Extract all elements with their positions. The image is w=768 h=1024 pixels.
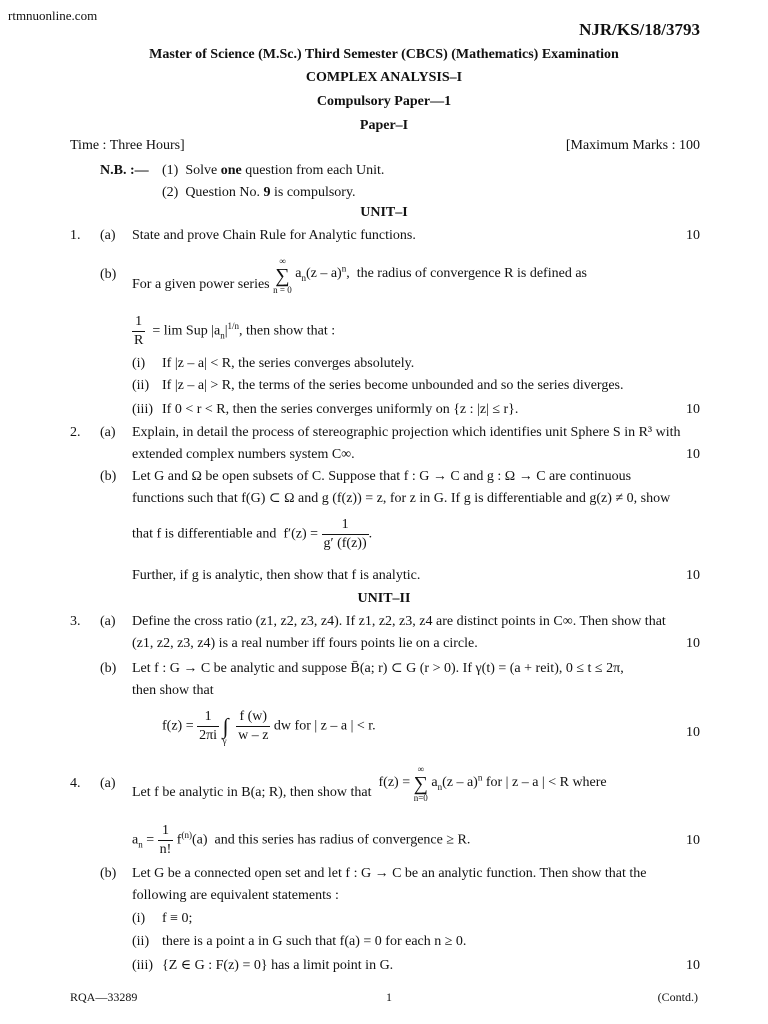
unit-1-heading: UNIT–I [360,205,408,220]
q3a-text-1: Define the cross ratio (z1, z2, z3, z4). If z1, z2, z3, z4 are distinct points in C∞. Then show that [132,614,666,629]
q1b-marks: 10 [686,402,700,417]
sigma-symbol-2: ∞ ∑ n=0 [413,764,428,803]
page-number: 1 [386,990,392,1004]
q1-number: 1. [70,228,81,243]
time-label: Time : Three Hours] [70,138,185,153]
paper-label: Paper–I [359,118,409,133]
integral-symbol: ∫ [222,713,229,739]
derivative-fraction: $\frac{1}{g' (f(z))}$ [323,517,367,551]
paper-code: NJR/KS/18/3793 [579,20,700,39]
q3b-formula-tail: dw for | z – a | < r. [273,718,376,734]
one-over-r-fraction: $\frac{1}{R}$ [134,314,144,348]
sigma-symbol: ∞ ∑ n = 0 [273,256,292,295]
q4a-label: (a) [100,776,116,791]
integrand-fraction: $\frac{f (w)}{w - z}$ [238,709,269,743]
q4b-i-text: f ≡ 0; [162,911,193,926]
q2a-marks: 10 [686,447,700,462]
q3a-marks: 10 [686,636,700,651]
q3a-text-2: (z1, z2, z3, z4) is a real number iff fours points lie on a circle. [132,636,478,651]
q4a-text-2: for | z – a | < R where [485,775,607,791]
q2b-formula: that f is differentiable and f′(z) = $\frac{1}{g' (f(z))}$ . [132,517,373,551]
q4-number: 4. [70,776,81,791]
q4a-text: Let f be analytic in B(a; R), then show that f(z) = ∞ ∑ n=0 $a_n(z - a)^n$ for | z – a | < R where [132,764,607,803]
q1b-ii-text: If |z – a| > R, the terms of the series become unbounded and so the series diverges. [162,378,624,393]
q2b-text-2: functions such that f(G) ⊂ Ω and g (f(z)) = z, for z in G. If g is differentiable and g(z) ≠ 0, show [132,491,671,506]
q4b-i-label: (i) [132,911,146,926]
q2a-label: (a) [100,425,116,440]
q2a-text-1: Explain, in detail the process of stereographic projection which identifies unit Sphere S in R³ with [132,425,681,440]
q1a-row [70,227,700,245]
q1b-i-text: If |z – a| < R, the series converges absolutely. [162,356,415,371]
q4b-marks: 10 [686,958,700,973]
q4a-text-3: and this series has radius of convergence ≥ R. [214,832,471,848]
q4b-iii-text: {Z ∈ G : F(z) = 0} has a limit point in G. [162,958,394,973]
nb-label: N.B. :— [100,163,149,178]
two-pi-i-fraction: $\frac{1}{2\pi i}$ [199,709,218,743]
q4a-row-2 [70,822,700,858]
q3-number: 3. [70,614,81,629]
q4a-marks: 10 [686,833,700,848]
q1b-ii-label: (ii) [132,378,150,393]
q3b-text-2: then show that [132,683,214,698]
q3b-formula-row [70,708,700,752]
q3b-marks: 10 [686,725,700,740]
q1b-text-1: For a given power series [132,277,270,293]
q1b-radius-row [70,313,700,347]
q3b-text-1: Let f : G → C be analytic and suppose B̄(a; r) ⊂ G (r > 0). If γ(t) = (a + reit), 0 ≤ t ≤ 2π, [132,661,624,676]
q2a-text-2: extended complex numbers system C∞. [132,447,355,462]
q4b-ii-text: there is a point a in G such that f(a) = 0 for each n ≥ 0. [162,934,467,949]
nb-item-2: (2) Question No. 9 is compulsory. [162,185,356,200]
q1b-text-2: the radius of convergence R is defined as [356,266,587,282]
q1b-iii-label: (iii) [132,402,153,417]
q2b-label: (b) [100,469,117,484]
coefficient-formula: $a_n$ = $\frac{1}{n!}$ $f^{(n)}(a)$ and this series has radius of convergence ≥ R. [132,823,471,857]
q2b-text-4: Further, if g is analytic, then show that f is analytic. [132,568,421,583]
paper-type: Compulsory Paper—1 [316,94,452,109]
q2b-marks: 10 [686,568,700,583]
q4b-label: (b) [100,866,117,881]
cauchy-integral-formula: f(z) = $\frac{1}{2\pi i}$ $\int_\gamma$ $\frac{f (w)}{w - z}$ dw for | z – a | < r. [162,709,376,746]
q3b-label: (b) [100,661,117,676]
unit-2-heading: UNIT–II [357,591,411,606]
n-factorial-fraction: $\frac{1}{n!}$ [159,823,172,857]
site-watermark: rtmnuonline.com [8,8,98,23]
footer-code: RQA—33289 [70,990,138,1004]
subject-title: COMPLEX ANALYSIS–I [305,70,463,85]
q4b-text-1: Let G be a connected open set and let f : G → C be an analytic function. Then show that the [132,866,647,881]
q3a-label: (a) [100,614,116,629]
q4a-text-1: Let f be analytic in B(a; R), then show that [132,785,372,801]
exam-title: Master of Science (M.Sc.) Third Semester (CBCS) (Mathematics) Examination [149,47,619,62]
max-marks: [Maximum Marks : 100 [565,138,700,153]
q2b-text-1: Let G and Ω be open subsets of C. Suppose that f : G → C and g : Ω → C are continuous [132,469,632,484]
q1b-row [70,257,700,297]
q1b-text: For a given power series ∞ ∑ n = 0 $a_n(z - a)^n$, the radius of convergence R is defined as [132,256,587,295]
nb-item-1: (1) Solve one question from each Unit. [162,163,385,178]
q2b-text-3: that f is differentiable and [132,526,277,542]
q2b-row-3 [70,516,700,558]
q4b-text-2: following are equivalent statements : [132,888,339,903]
radius-formula: $\frac{1}{R}$ = lim Sup $|a_n|^{1/n}$, then show that : [134,314,336,348]
q1b-iii-text: If 0 < r < R, then the series converges uniformly on {z : |z| ≤ r}. [162,402,519,417]
q1a-text: State and prove Chain Rule for Analytic functions. [132,228,416,243]
q1b-label: (b) [100,267,117,282]
q4b-ii-label: (ii) [132,934,150,949]
q1a-label: (a) [100,228,116,243]
q2-number: 2. [70,425,81,440]
q1a-marks: 10 [686,228,700,243]
q1b-i-label: (i) [132,356,146,371]
footer-contd: (Contd.) [657,990,698,1004]
q4b-iii-label: (iii) [132,958,153,973]
q4a-row [70,765,700,805]
